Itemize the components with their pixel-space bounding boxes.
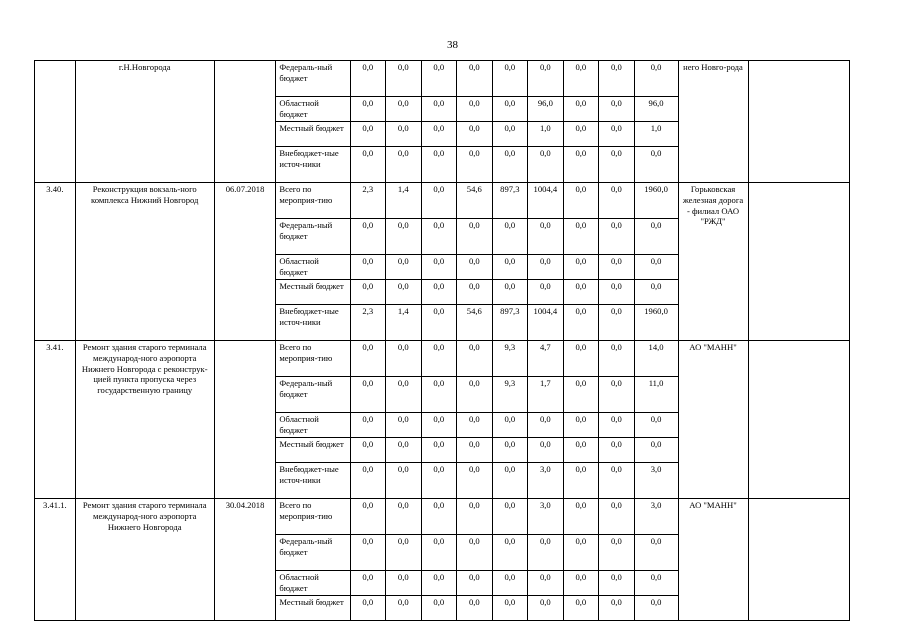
value-cell: 0,0 <box>563 147 599 183</box>
value-cell: 4,7 <box>528 341 564 377</box>
value-cell: 0,0 <box>599 97 635 122</box>
value-cell: 0,0 <box>457 377 493 413</box>
funding-source: Федераль-ный бюджет <box>276 377 350 413</box>
value-cell: 11,0 <box>634 377 678 413</box>
value-cell: 0,0 <box>563 377 599 413</box>
executor: него Новго-рода <box>678 61 748 183</box>
value-cell: 0,0 <box>563 571 599 596</box>
value-cell: 0,0 <box>421 413 457 438</box>
value-cell: 0,0 <box>599 61 635 97</box>
funding-source: Федераль-ный бюджет <box>276 219 350 255</box>
value-cell: 0,0 <box>563 219 599 255</box>
value-cell: 0,0 <box>528 413 564 438</box>
funding-source: Областной бюджет <box>276 571 350 596</box>
value-cell: 0,0 <box>421 438 457 463</box>
value-cell: 0,0 <box>492 413 528 438</box>
value-cell: 0,0 <box>492 97 528 122</box>
page-number: 38 <box>447 39 458 51</box>
table-row <box>35 183 850 219</box>
value-cell: 0,0 <box>634 219 678 255</box>
table-row <box>35 499 850 535</box>
item-name: Ремонт здания старого терминала международ-ного аэропорта Нижнего Новгорода с реконструк-цией пункта пропуска через государственную границу <box>75 341 214 499</box>
value-cell: 3,0 <box>634 463 678 499</box>
value-cell: 0,0 <box>492 438 528 463</box>
value-cell: 0,0 <box>350 377 386 413</box>
value-cell: 0,0 <box>563 499 599 535</box>
value-cell: 0,0 <box>599 341 635 377</box>
value-cell: 0,0 <box>457 571 493 596</box>
value-cell: 0,0 <box>599 438 635 463</box>
value-cell: 0,0 <box>421 97 457 122</box>
value-cell: 0,0 <box>386 571 422 596</box>
value-cell: 0,0 <box>386 499 422 535</box>
value-cell: 0,0 <box>563 535 599 571</box>
value-cell: 0,0 <box>634 147 678 183</box>
value-cell: 0,0 <box>563 413 599 438</box>
value-cell: 0,0 <box>634 280 678 305</box>
value-cell: 0,0 <box>421 341 457 377</box>
value-cell: 1,0 <box>528 122 564 147</box>
value-cell: 3,0 <box>528 463 564 499</box>
value-cell: 0,0 <box>634 571 678 596</box>
value-cell: 0,0 <box>457 280 493 305</box>
value-cell: 0,0 <box>421 147 457 183</box>
value-cell: 2,3 <box>350 305 386 341</box>
value-cell: 0,0 <box>528 61 564 97</box>
funding-source: Внебюджет-ные источ-ники <box>276 305 350 341</box>
value-cell: 0,0 <box>457 255 493 280</box>
funding-source: Федераль-ный бюджет <box>276 61 350 97</box>
value-cell: 897,3 <box>492 305 528 341</box>
value-cell: 0,0 <box>386 438 422 463</box>
value-cell: 0,0 <box>528 438 564 463</box>
value-cell: 0,0 <box>350 596 386 621</box>
value-cell: 0,0 <box>599 463 635 499</box>
value-cell: 0,0 <box>457 413 493 438</box>
value-cell: 0,0 <box>492 535 528 571</box>
notes-cell <box>748 341 849 499</box>
value-cell: 54,6 <box>457 305 493 341</box>
value-cell: 0,0 <box>386 413 422 438</box>
value-cell: 3,0 <box>528 499 564 535</box>
funding-source: Областной бюджет <box>276 255 350 280</box>
value-cell: 1,4 <box>386 183 422 219</box>
value-cell: 9,3 <box>492 341 528 377</box>
value-cell: 1960,0 <box>634 305 678 341</box>
value-cell: 0,0 <box>492 596 528 621</box>
value-cell: 0,0 <box>350 280 386 305</box>
value-cell: 0,0 <box>563 438 599 463</box>
value-cell: 0,0 <box>386 377 422 413</box>
table-row <box>35 61 850 97</box>
value-cell: 0,0 <box>421 61 457 97</box>
value-cell: 0,0 <box>386 280 422 305</box>
executor: АО "МАНН" <box>678 499 748 621</box>
value-cell: 0,0 <box>599 122 635 147</box>
funding-source: Всего по мероприя-тию <box>276 499 350 535</box>
value-cell: 0,0 <box>528 280 564 305</box>
value-cell: 0,0 <box>457 596 493 621</box>
value-cell: 0,0 <box>528 535 564 571</box>
value-cell: 0,0 <box>350 463 386 499</box>
value-cell: 0,0 <box>421 305 457 341</box>
value-cell: 0,0 <box>386 463 422 499</box>
value-cell: 0,0 <box>599 571 635 596</box>
value-cell: 0,0 <box>350 97 386 122</box>
value-cell: 0,0 <box>599 147 635 183</box>
value-cell: 0,0 <box>563 463 599 499</box>
funding-source: Местный бюджет <box>276 280 350 305</box>
value-cell: 0,0 <box>492 463 528 499</box>
funding-source: Федераль-ный бюджет <box>276 535 350 571</box>
value-cell: 0,0 <box>528 147 564 183</box>
value-cell: 0,0 <box>634 535 678 571</box>
value-cell: 0,0 <box>634 438 678 463</box>
value-cell: 0,0 <box>528 571 564 596</box>
funding-source: Всего по мероприя-тию <box>276 341 350 377</box>
value-cell: 1,4 <box>386 305 422 341</box>
value-cell: 0,0 <box>421 463 457 499</box>
value-cell: 1004,4 <box>528 305 564 341</box>
value-cell: 0,0 <box>350 341 386 377</box>
value-cell: 0,0 <box>563 122 599 147</box>
value-cell: 0,0 <box>634 61 678 97</box>
value-cell: 1960,0 <box>634 183 678 219</box>
funding-source: Внебюджет-ные источ-ники <box>276 147 350 183</box>
item-date: 06.07.2018 <box>214 183 276 341</box>
value-cell: 0,0 <box>350 438 386 463</box>
value-cell: 0,0 <box>386 255 422 280</box>
value-cell: 0,0 <box>599 305 635 341</box>
value-cell: 0,0 <box>563 596 599 621</box>
value-cell: 0,0 <box>492 499 528 535</box>
value-cell: 0,0 <box>492 219 528 255</box>
value-cell: 0,0 <box>386 219 422 255</box>
value-cell: 0,0 <box>492 147 528 183</box>
item-date: 30.04.2018 <box>214 499 276 621</box>
value-cell: 0,0 <box>492 61 528 97</box>
funding-source: Местный бюджет <box>276 438 350 463</box>
value-cell: 96,0 <box>634 97 678 122</box>
item-number: 3.41. <box>35 341 76 499</box>
value-cell: 0,0 <box>563 305 599 341</box>
value-cell: 1004,4 <box>528 183 564 219</box>
value-cell: 0,0 <box>563 61 599 97</box>
value-cell: 0,0 <box>457 122 493 147</box>
value-cell: 897,3 <box>492 183 528 219</box>
value-cell: 0,0 <box>350 499 386 535</box>
executor: АО "МАНН" <box>678 341 748 499</box>
table-row <box>35 341 850 377</box>
value-cell: 0,0 <box>386 61 422 97</box>
value-cell: 0,0 <box>599 535 635 571</box>
value-cell: 0,0 <box>634 413 678 438</box>
value-cell: 0,0 <box>563 183 599 219</box>
funding-source: Местный бюджет <box>276 596 350 621</box>
value-cell: 0,0 <box>599 377 635 413</box>
item-name: г.Н.Новгорода <box>75 61 214 183</box>
value-cell: 0,0 <box>528 255 564 280</box>
value-cell: 54,6 <box>457 183 493 219</box>
value-cell: 0,0 <box>350 61 386 97</box>
value-cell: 0,0 <box>421 596 457 621</box>
value-cell: 0,0 <box>457 535 493 571</box>
value-cell: 2,3 <box>350 183 386 219</box>
value-cell: 0,0 <box>421 122 457 147</box>
value-cell: 0,0 <box>457 219 493 255</box>
item-date <box>214 61 276 183</box>
value-cell: 1,7 <box>528 377 564 413</box>
value-cell: 0,0 <box>492 122 528 147</box>
notes-cell <box>748 61 849 183</box>
value-cell: 0,0 <box>563 255 599 280</box>
value-cell: 0,0 <box>599 413 635 438</box>
value-cell: 0,0 <box>386 341 422 377</box>
value-cell: 0,0 <box>350 219 386 255</box>
value-cell: 0,0 <box>350 571 386 596</box>
value-cell: 1,0 <box>634 122 678 147</box>
value-cell: 0,0 <box>421 280 457 305</box>
value-cell: 0,0 <box>599 183 635 219</box>
value-cell: 0,0 <box>599 499 635 535</box>
value-cell: 0,0 <box>599 255 635 280</box>
value-cell: 0,0 <box>350 255 386 280</box>
item-number <box>35 61 76 183</box>
funding-source: Областной бюджет <box>276 413 350 438</box>
value-cell: 0,0 <box>457 463 493 499</box>
value-cell: 0,0 <box>457 438 493 463</box>
value-cell: 0,0 <box>421 499 457 535</box>
value-cell: 0,0 <box>350 122 386 147</box>
item-date <box>214 341 276 499</box>
notes-cell <box>748 183 849 341</box>
item-number: 3.41.1. <box>35 499 76 621</box>
value-cell: 0,0 <box>599 219 635 255</box>
value-cell: 0,0 <box>386 596 422 621</box>
value-cell: 0,0 <box>350 535 386 571</box>
notes-cell <box>748 499 849 621</box>
value-cell: 0,0 <box>350 413 386 438</box>
value-cell: 0,0 <box>634 596 678 621</box>
value-cell: 0,0 <box>457 341 493 377</box>
item-name: Ремонт здания старого терминала международ-ного аэропорта Нижнего Новгорода <box>75 499 214 621</box>
value-cell: 3,0 <box>634 499 678 535</box>
value-cell: 0,0 <box>421 377 457 413</box>
value-cell: 0,0 <box>421 219 457 255</box>
value-cell: 0,0 <box>421 571 457 596</box>
value-cell: 0,0 <box>421 183 457 219</box>
value-cell: 9,3 <box>492 377 528 413</box>
value-cell: 0,0 <box>563 341 599 377</box>
funding-source: Местный бюджет <box>276 122 350 147</box>
program-table <box>34 60 850 621</box>
value-cell: 0,0 <box>563 97 599 122</box>
value-cell: 0,0 <box>599 280 635 305</box>
value-cell: 0,0 <box>350 147 386 183</box>
funding-source: Областной бюджет <box>276 97 350 122</box>
value-cell: 0,0 <box>421 535 457 571</box>
executor: Горьковская железная дорога - филиал ОАО "РЖД" <box>678 183 748 341</box>
value-cell: 0,0 <box>492 571 528 596</box>
item-name: Реконструкция вокзаль-ного комплекса Нижний Новгород <box>75 183 214 341</box>
value-cell: 0,0 <box>386 122 422 147</box>
item-number: 3.40. <box>35 183 76 341</box>
value-cell: 0,0 <box>492 255 528 280</box>
value-cell: 0,0 <box>599 596 635 621</box>
value-cell: 0,0 <box>457 147 493 183</box>
value-cell: 0,0 <box>457 499 493 535</box>
value-cell: 14,0 <box>634 341 678 377</box>
value-cell: 0,0 <box>421 255 457 280</box>
value-cell: 96,0 <box>528 97 564 122</box>
value-cell: 0,0 <box>492 280 528 305</box>
value-cell: 0,0 <box>528 596 564 621</box>
value-cell: 0,0 <box>386 147 422 183</box>
value-cell: 0,0 <box>386 535 422 571</box>
value-cell: 0,0 <box>386 97 422 122</box>
value-cell: 0,0 <box>457 61 493 97</box>
value-cell: 0,0 <box>634 255 678 280</box>
funding-source: Внебюджет-ные источ-ники <box>276 463 350 499</box>
value-cell: 0,0 <box>563 280 599 305</box>
value-cell: 0,0 <box>457 97 493 122</box>
value-cell: 0,0 <box>528 219 564 255</box>
funding-source: Всего по мероприя-тию <box>276 183 350 219</box>
